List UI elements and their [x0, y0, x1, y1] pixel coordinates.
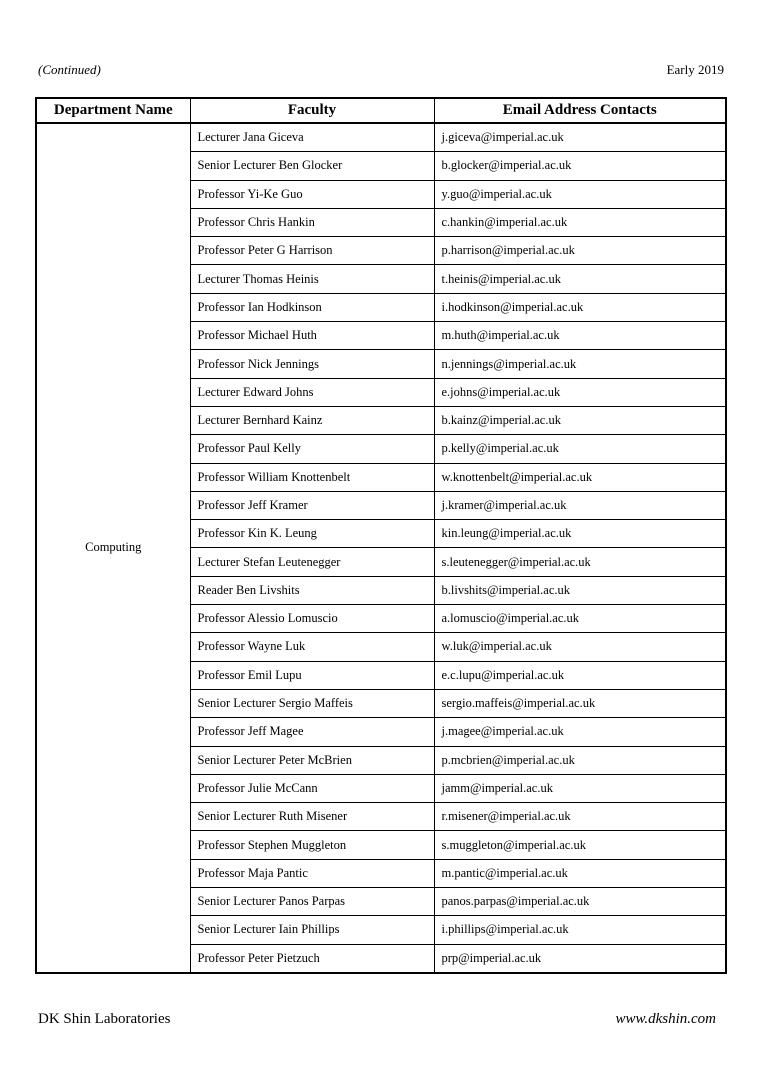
faculty-cell: Professor Chris Hankin: [190, 208, 434, 236]
table-body: [36, 123, 726, 973]
email-cell: p.harrison@imperial.ac.uk: [434, 237, 726, 265]
faculty-cell: Professor Peter G Harrison: [190, 237, 434, 265]
email-cell: e.johns@imperial.ac.uk: [434, 378, 726, 406]
faculty-cell: Professor Michael Huth: [190, 322, 434, 350]
email-cell: a.lomuscio@imperial.ac.uk: [434, 605, 726, 633]
faculty-cell: Professor Peter Pietzuch: [190, 944, 434, 973]
email-cell: w.knottenbelt@imperial.ac.uk: [434, 463, 726, 491]
faculty-cell: Professor Alessio Lomuscio: [190, 605, 434, 633]
faculty-cell: Lecturer Thomas Heinis: [190, 265, 434, 293]
column-header-email: Email Address Contacts: [434, 98, 726, 123]
email-cell: y.guo@imperial.ac.uk: [434, 180, 726, 208]
column-header-department: Department Name: [36, 98, 190, 123]
faculty-cell: Senior Lecturer Ben Glocker: [190, 152, 434, 180]
faculty-cell: Lecturer Stefan Leutenegger: [190, 548, 434, 576]
email-cell: n.jennings@imperial.ac.uk: [434, 350, 726, 378]
email-cell: b.glocker@imperial.ac.uk: [434, 152, 726, 180]
faculty-cell: Professor Emil Lupu: [190, 661, 434, 689]
table-row: [36, 123, 726, 152]
faculty-cell: Professor Stephen Muggleton: [190, 831, 434, 859]
email-cell: b.kainz@imperial.ac.uk: [434, 406, 726, 434]
email-cell: m.pantic@imperial.ac.uk: [434, 859, 726, 887]
date-label: Early 2019: [666, 62, 724, 77]
faculty-cell: Senior Lecturer Iain Phillips: [190, 916, 434, 944]
faculty-cell: Lecturer Edward Johns: [190, 378, 434, 406]
faculty-cell: Professor Nick Jennings: [190, 350, 434, 378]
email-cell: c.hankin@imperial.ac.uk: [434, 208, 726, 236]
faculty-cell: Professor Julie McCann: [190, 774, 434, 802]
email-cell: s.muggleton@imperial.ac.uk: [434, 831, 726, 859]
faculty-cell: Professor Maja Pantic: [190, 859, 434, 887]
table-header-row: [36, 98, 726, 123]
email-cell: sergio.maffeis@imperial.ac.uk: [434, 689, 726, 717]
column-header-faculty: Faculty: [190, 98, 434, 123]
email-cell: j.magee@imperial.ac.uk: [434, 718, 726, 746]
faculty-cell: Professor Kin K. Leung: [190, 520, 434, 548]
email-cell: r.misener@imperial.ac.uk: [434, 803, 726, 831]
faculty-cell: Lecturer Bernhard Kainz: [190, 406, 434, 434]
email-cell: s.leutenegger@imperial.ac.uk: [434, 548, 726, 576]
faculty-cell: Professor Wayne Luk: [190, 633, 434, 661]
email-cell: e.c.lupu@imperial.ac.uk: [434, 661, 726, 689]
faculty-cell: Professor Yi-Ke Guo: [190, 180, 434, 208]
email-cell: prp@imperial.ac.uk: [434, 944, 726, 973]
faculty-cell: Lecturer Jana Giceva: [190, 123, 434, 152]
email-cell: m.huth@imperial.ac.uk: [434, 322, 726, 350]
faculty-cell: Professor Jeff Magee: [190, 718, 434, 746]
email-cell: i.phillips@imperial.ac.uk: [434, 916, 726, 944]
faculty-cell: Senior Lecturer Ruth Misener: [190, 803, 434, 831]
faculty-cell: Reader Ben Livshits: [190, 576, 434, 604]
email-cell: j.giceva@imperial.ac.uk: [434, 123, 726, 152]
faculty-cell: Professor Jeff Kramer: [190, 491, 434, 519]
continued-label: (Continued): [38, 62, 101, 77]
faculty-cell: Senior Lecturer Sergio Maffeis: [190, 689, 434, 717]
email-cell: p.kelly@imperial.ac.uk: [434, 435, 726, 463]
email-cell: p.mcbrien@imperial.ac.uk: [434, 746, 726, 774]
email-cell: kin.leung@imperial.ac.uk: [434, 520, 726, 548]
email-cell: jamm@imperial.ac.uk: [434, 774, 726, 802]
faculty-cell: Professor Paul Kelly: [190, 435, 434, 463]
footer-company: DK Shin Laboratories: [38, 1011, 171, 1027]
email-cell: b.livshits@imperial.ac.uk: [434, 576, 726, 604]
footer-website: www.dkshin.com: [615, 1011, 716, 1027]
email-cell: panos.parpas@imperial.ac.uk: [434, 888, 726, 916]
email-cell: w.luk@imperial.ac.uk: [434, 633, 726, 661]
department-cell: Computing: [36, 123, 190, 973]
email-cell: i.hodkinson@imperial.ac.uk: [434, 293, 726, 321]
faculty-table: [35, 97, 727, 974]
email-cell: j.kramer@imperial.ac.uk: [434, 491, 726, 519]
email-cell: t.heinis@imperial.ac.uk: [434, 265, 726, 293]
faculty-cell: Professor Ian Hodkinson: [190, 293, 434, 321]
faculty-cell: Professor William Knottenbelt: [190, 463, 434, 491]
faculty-cell: Senior Lecturer Panos Parpas: [190, 888, 434, 916]
faculty-cell: Senior Lecturer Peter McBrien: [190, 746, 434, 774]
